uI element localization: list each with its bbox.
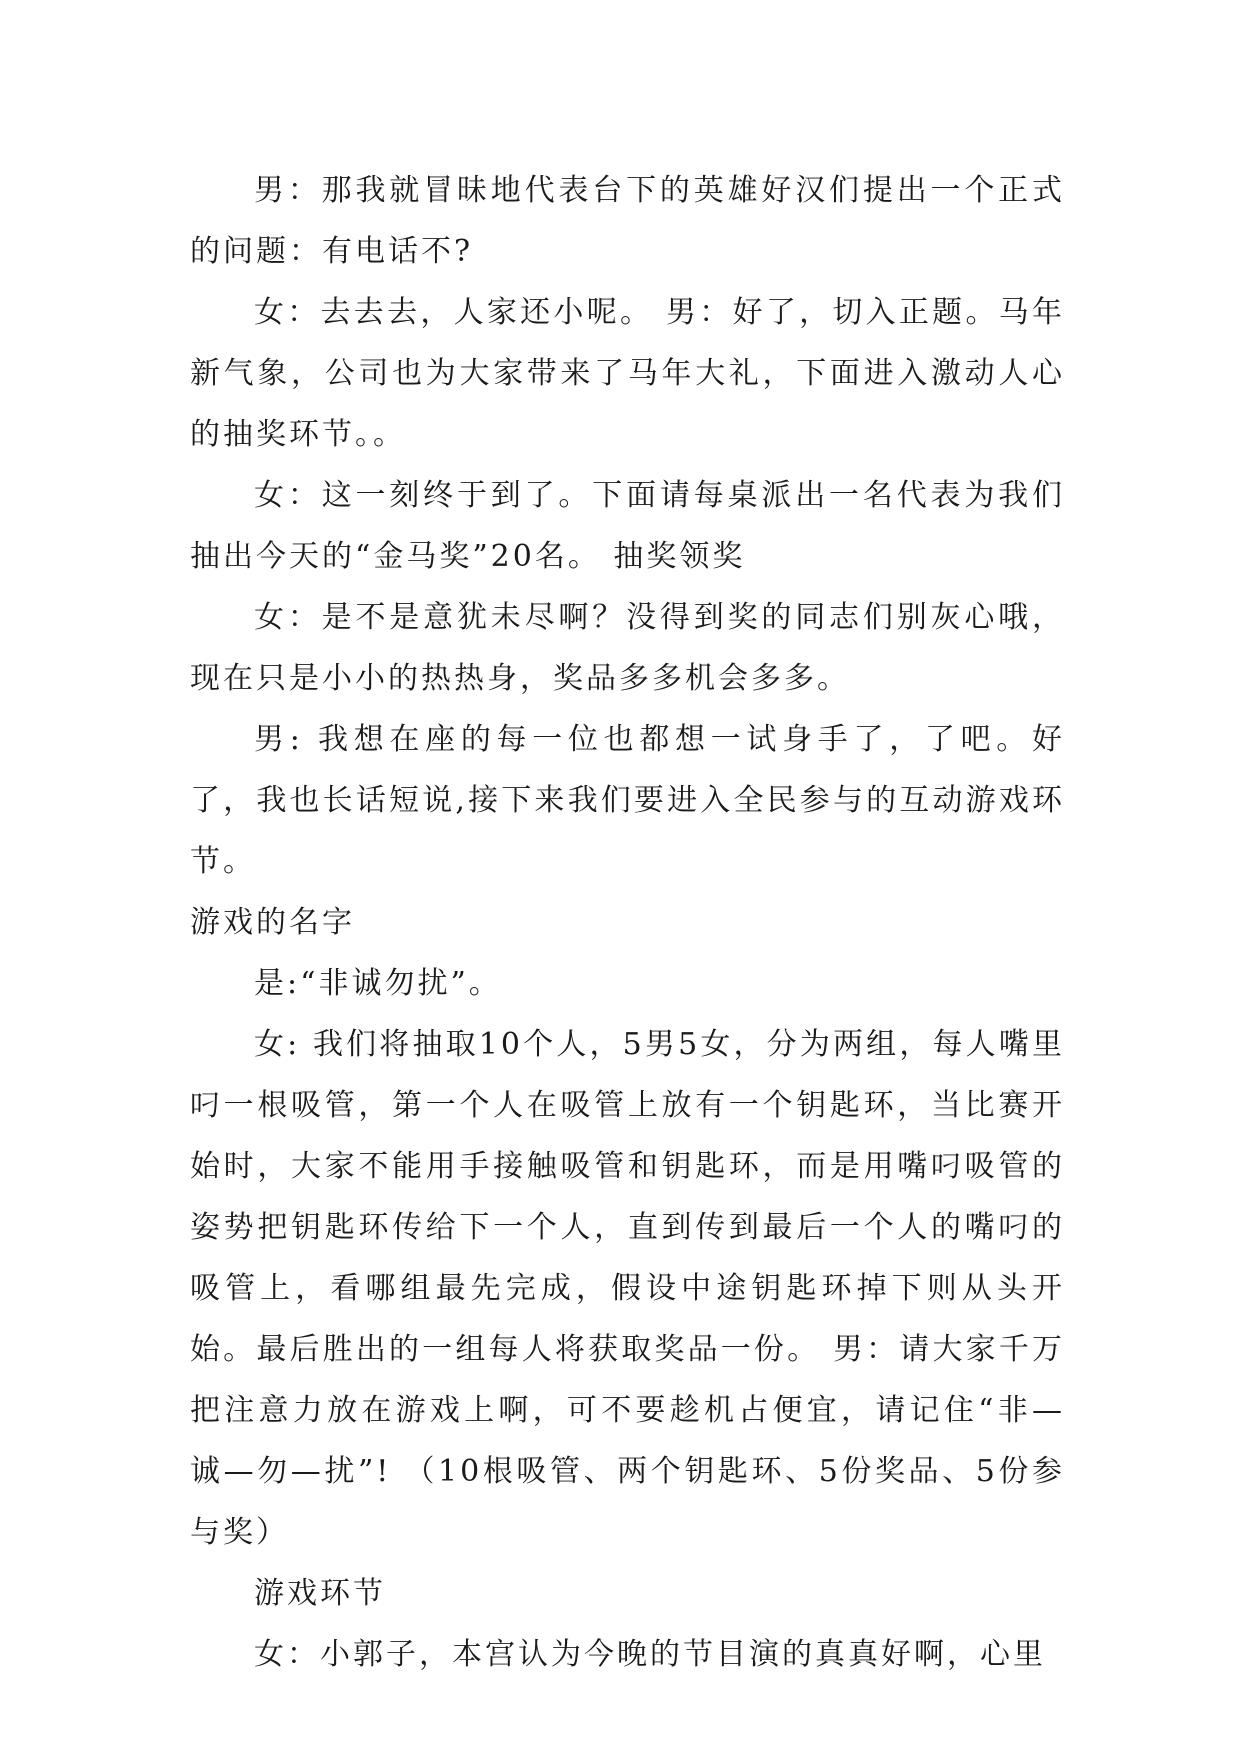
document-body xyxy=(190,160,1065,1685)
paragraph-5: 男: 我想在座的每一位也都想一试身手了，了吧。好了，我也长话短说,接下来我们要进入全民参与的互动游戏环节。 xyxy=(190,722,1065,879)
paragraph-4: 女：是不是意犹未尽啊？没得到奖的同志们别灰心哦，现在只是小小的热热身，奖品多多机会多多。 xyxy=(190,600,1065,696)
paragraph-3: 女：这一刻终于到了。下面请每桌派出一名代表为我们抽出今天的“金马奖”20名。 抽奖领奖 xyxy=(190,478,1065,574)
paragraph-1: 男：那我就冒昧地代表台下的英雄好汉们提出一个正式的问题：有电话不? xyxy=(190,173,1065,269)
paragraph-9: 游戏环节 xyxy=(254,1576,386,1611)
paragraph-10: 女：小郭子，本宫认为今晚的节目演的真真好啊，心里 xyxy=(254,1637,1046,1672)
paragraph-2: 女：去去去，人家还小呢。 男：好了，切入正题。马年新气象，公司也为大家带来了马年大礼，下面进入激动人心的抽奖环节。。 xyxy=(190,295,1065,452)
paragraph-8: 女: 我们将抽取10个人，5男5女，分为两组，每人嘴里叼一根吸管，第一个人在吸管上放有一个钥匙环，当比赛开始时，大家不能用手接触吸管和钥匙环，而是用嘴叼吸管的姿势把钥匙环传给下一个人，直到传到最后一个人的嘴叼的吸管上，看哪组最先完成，假设中途钥匙环掉下则从头开始。最后胜出的一组每人将获取奖品一份。 男：请大家千万把注意力放在游戏上啊，可不要趁机占便宜，请记住“非—诚—勿—扰”! （10根吸管、两个钥匙环、5份奖品、5份参与奖） xyxy=(190,1027,1065,1550)
paragraph-6: 游戏的名字 xyxy=(190,905,355,940)
paragraph-7: 是:“非诚勿扰”。 xyxy=(254,966,502,1001)
